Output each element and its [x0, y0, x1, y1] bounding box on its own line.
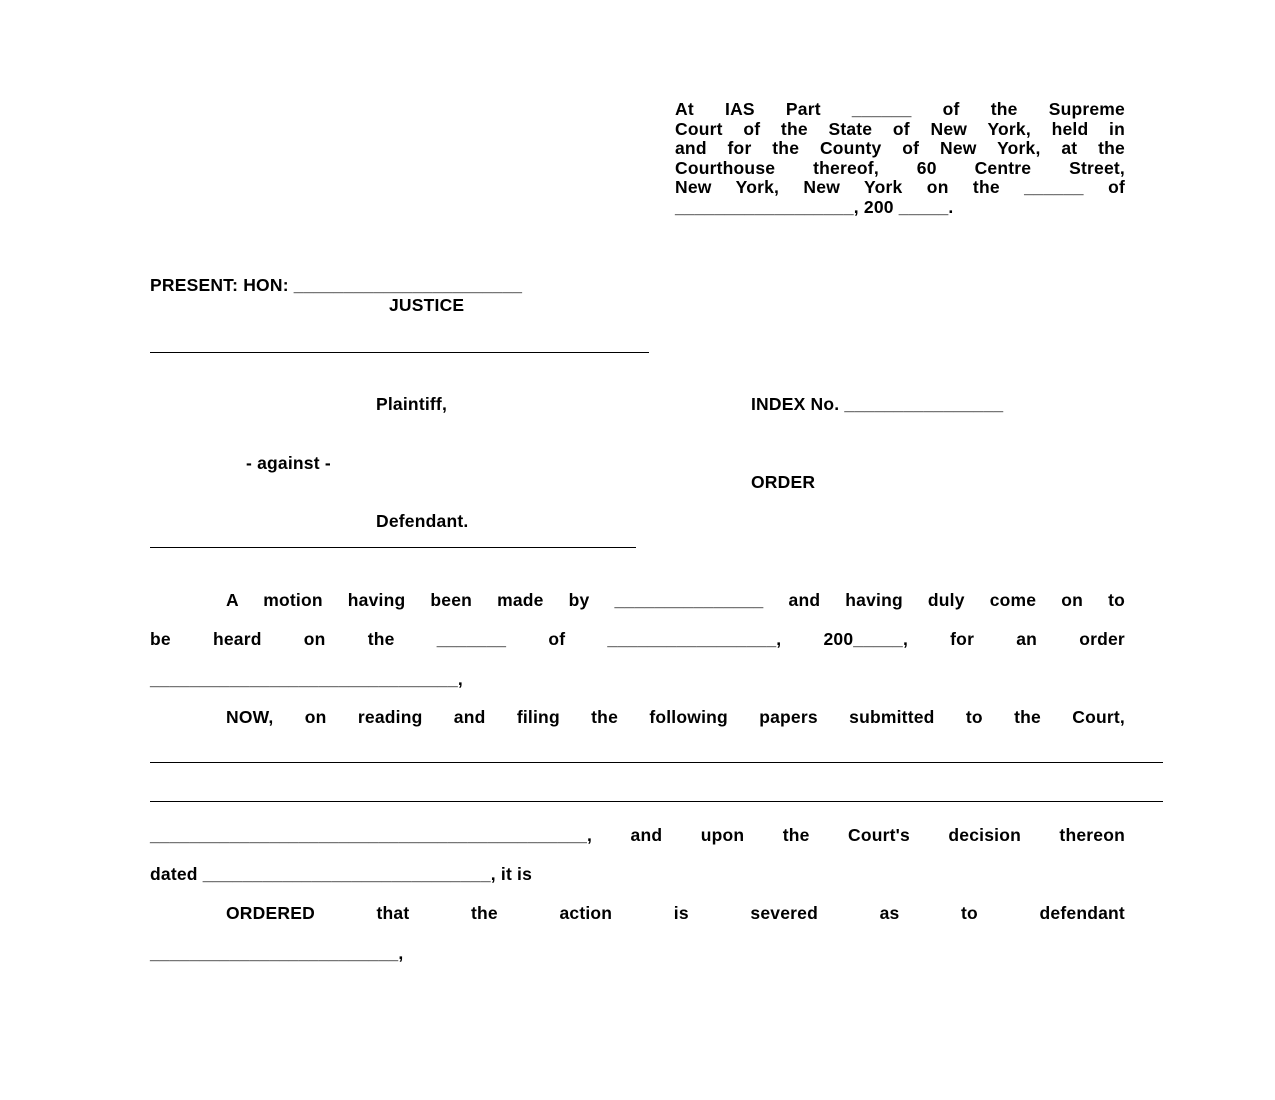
party-box-top-rule: [150, 352, 649, 353]
motion-word: order: [1079, 629, 1125, 649]
caption-line-3: and for the County of New York, at the: [675, 138, 1125, 158]
plaintiff-label: Plaintiff,: [376, 394, 448, 414]
ordered-line-1: [226, 904, 1125, 924]
motion-line-1-text: A motion having been made by _______________ and having duly come on to: [226, 590, 1125, 610]
party-box-bottom-rule: [150, 547, 636, 548]
caption-line-2: Court of the State of New York, held in: [675, 118, 1125, 139]
ordered-word: as: [879, 903, 900, 923]
ordered-word: severed: [750, 903, 818, 923]
ordered-word: defendant: [1039, 903, 1125, 923]
caption-line-4: Courthouse thereof, 60 Centre Street,: [675, 157, 1125, 178]
against-label: - against -: [246, 453, 331, 473]
now-line: [226, 708, 1125, 728]
motion-word: an: [1016, 629, 1038, 649]
ordered-line-2: _________________________,: [150, 943, 404, 963]
motion-word: for: [950, 629, 975, 649]
document-type: ORDER: [751, 472, 816, 492]
motion-line-1: [226, 591, 1125, 611]
court-caption: [675, 100, 1125, 217]
ordered-word: is: [673, 903, 689, 923]
motion-word: _________________,: [607, 629, 782, 649]
motion-word: 200_____,: [823, 629, 909, 649]
motion-word: heard: [212, 629, 262, 649]
ordered-word: ORDERED: [226, 903, 315, 923]
caption-line-1: At IAS Part ______ of the Supreme: [675, 99, 1125, 119]
ordered-word: to: [961, 903, 978, 923]
defendant-label: Defendant.: [376, 511, 469, 531]
caption-line-6: __________________, 200 _____.: [675, 196, 954, 217]
index-number-line: INDEX No. ________________: [751, 394, 1004, 414]
motion-line-2: [150, 630, 1125, 650]
caption-line-5: New York, New York on the ______ of: [675, 177, 1125, 197]
motion-word: the: [367, 629, 395, 649]
ordered-word: action: [559, 903, 613, 923]
motion-word: of: [548, 629, 566, 649]
motion-word: on: [303, 629, 326, 649]
decision-line-text: ____________________________________________, and upon the Court's decision thereon: [150, 825, 1125, 845]
dated-line: dated _____________________________, it is: [150, 864, 533, 884]
ordered-word: that: [376, 903, 410, 923]
now-line-text: NOW, on reading and filing the following papers submitted to the Court,: [226, 707, 1125, 727]
present-hon-line: PRESENT: HON: _______________________: [150, 275, 523, 295]
justice-label: JUSTICE: [389, 295, 465, 315]
motion-word: _______: [436, 629, 507, 649]
motion-line-3: _______________________________,: [150, 669, 463, 689]
decision-line: [150, 826, 1125, 846]
papers-rule-2: [150, 801, 1163, 802]
papers-rule-1: [150, 762, 1163, 763]
ordered-word: the: [471, 903, 498, 923]
motion-word: be: [150, 629, 171, 649]
